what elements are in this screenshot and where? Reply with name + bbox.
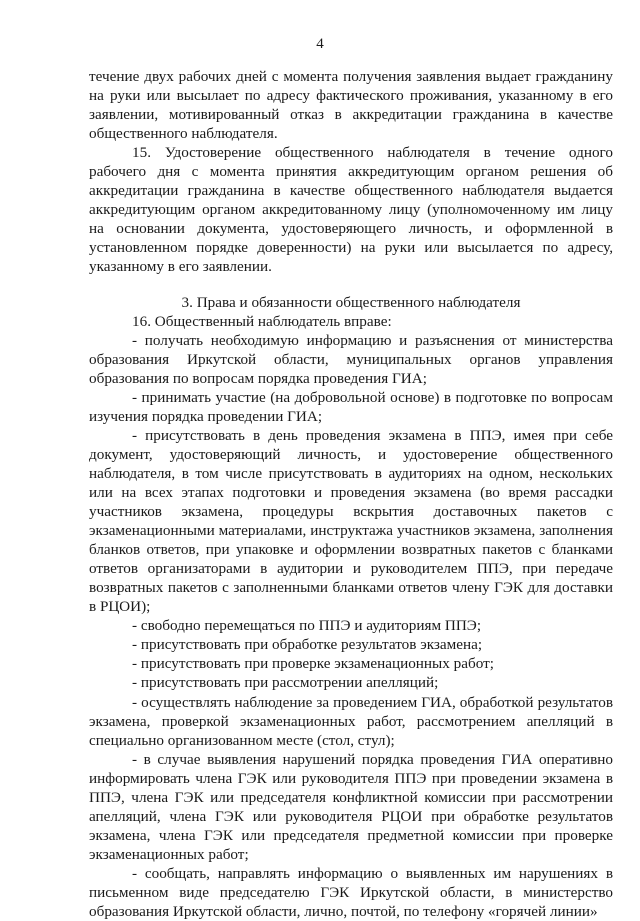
paragraph-16-intro: 16. Общественный наблюдатель вправе:: [132, 312, 392, 330]
section-heading: 3. Права и обязанности общественного наблюдателя: [181, 293, 521, 311]
right-item-participate-training: - принимать участие (на добровольной основе) в подготовке по вопросам изучения порядка проведении ГИА;: [89, 388, 613, 425]
right-item-observe: - осуществлять наблюдение за проведением ГИА, обработкой результатов экзамена, проверкой экзаменационных работ, рассмотрением апелляций в специально организованном месте (стол, стул);: [89, 693, 613, 749]
right-item-send-information: - сообщать, направлять информацию о выявленных им нарушениях в письменном виде председателю ГЭК Иркутской области, в министерство образования Иркутской области, лично, почтой, по телефону «горячей линии»: [89, 864, 613, 921]
right-item-obtain-information: - получать необходимую информацию и разъяснения от министерства образования Иркутской области, муниципальных органов управления образования по вопросам порядка проведения ГИА;: [89, 331, 613, 387]
right-item-attend-processing: - присутствовать при обработке результатов экзамена;: [132, 636, 483, 654]
right-item-attend-checking: - присутствовать при проверке экзаменационных работ;: [132, 655, 494, 673]
right-item-report-violations: - в случае выявления нарушений порядка проведения ГИА оперативно информировать члена ГЭК или руководителя ППЭ при проведении экзамена в ППЭ, члена ГЭК или председателя конфликтной комиссии при рассмотрении апелляций, члена ГЭК или руководителя РЦОИ при обработке результатов экзамена, члена ГЭК или председателя предметной комиссии при проверке экзаменационных работ;: [89, 750, 613, 863]
paragraph-15: 15. Удостоверение общественного наблюдателя в течение одного рабочего дня с момента принятия аккредитующим органом решения об аккредитации гражданина в качестве общественного наблюдателя выдается аккредитующим органом аккредитованному лицу (уполномоченному им лицу на основании документа, удостоверяющего личность, и оформленной в установленном порядке доверенности) на руки или высылается по адресу, указанному в его заявлении.: [89, 144, 613, 276]
right-item-move-freely: - свободно перемещаться по ППЭ и аудиториям ППЭ;: [132, 617, 482, 635]
page-number: 4: [316, 36, 324, 52]
document-body: [89, 67, 613, 921]
right-item-attend-exam: - присутствовать в день проведения экзамена в ППЭ, имея при себе документ, удостоверяющий личность, и удостоверение общественного наблюдателя, в том числе присутствовать в аудиториях на одном, нескольких или на всех этапах подготовки и проведения экзамена (во время рассадки участников экзамена, процедуры вскрытия доставочных пакетов с экзаменационными материалами, инструктажа участников экзамена, заполнения бланков ответов, при упаковке и оформлении возвратных пакетов с бланками ответов организаторами в аудитории и руководителем ППЭ, при передаче возвратных пакетов с заполненными бланками ответов члену ГЭК для доставки в РЦОИ);: [89, 426, 613, 616]
paragraph-continuation: течение двух рабочих дней с момента получения заявления выдает гражданину на руки или высылает по адресу фактического проживания, указанному в его заявлении, мотивированный отказ в аккредитации гражданина в качестве общественного наблюдателя.: [89, 68, 613, 143]
right-item-attend-appeals: - присутствовать при рассмотрении апелляций;: [132, 674, 439, 692]
